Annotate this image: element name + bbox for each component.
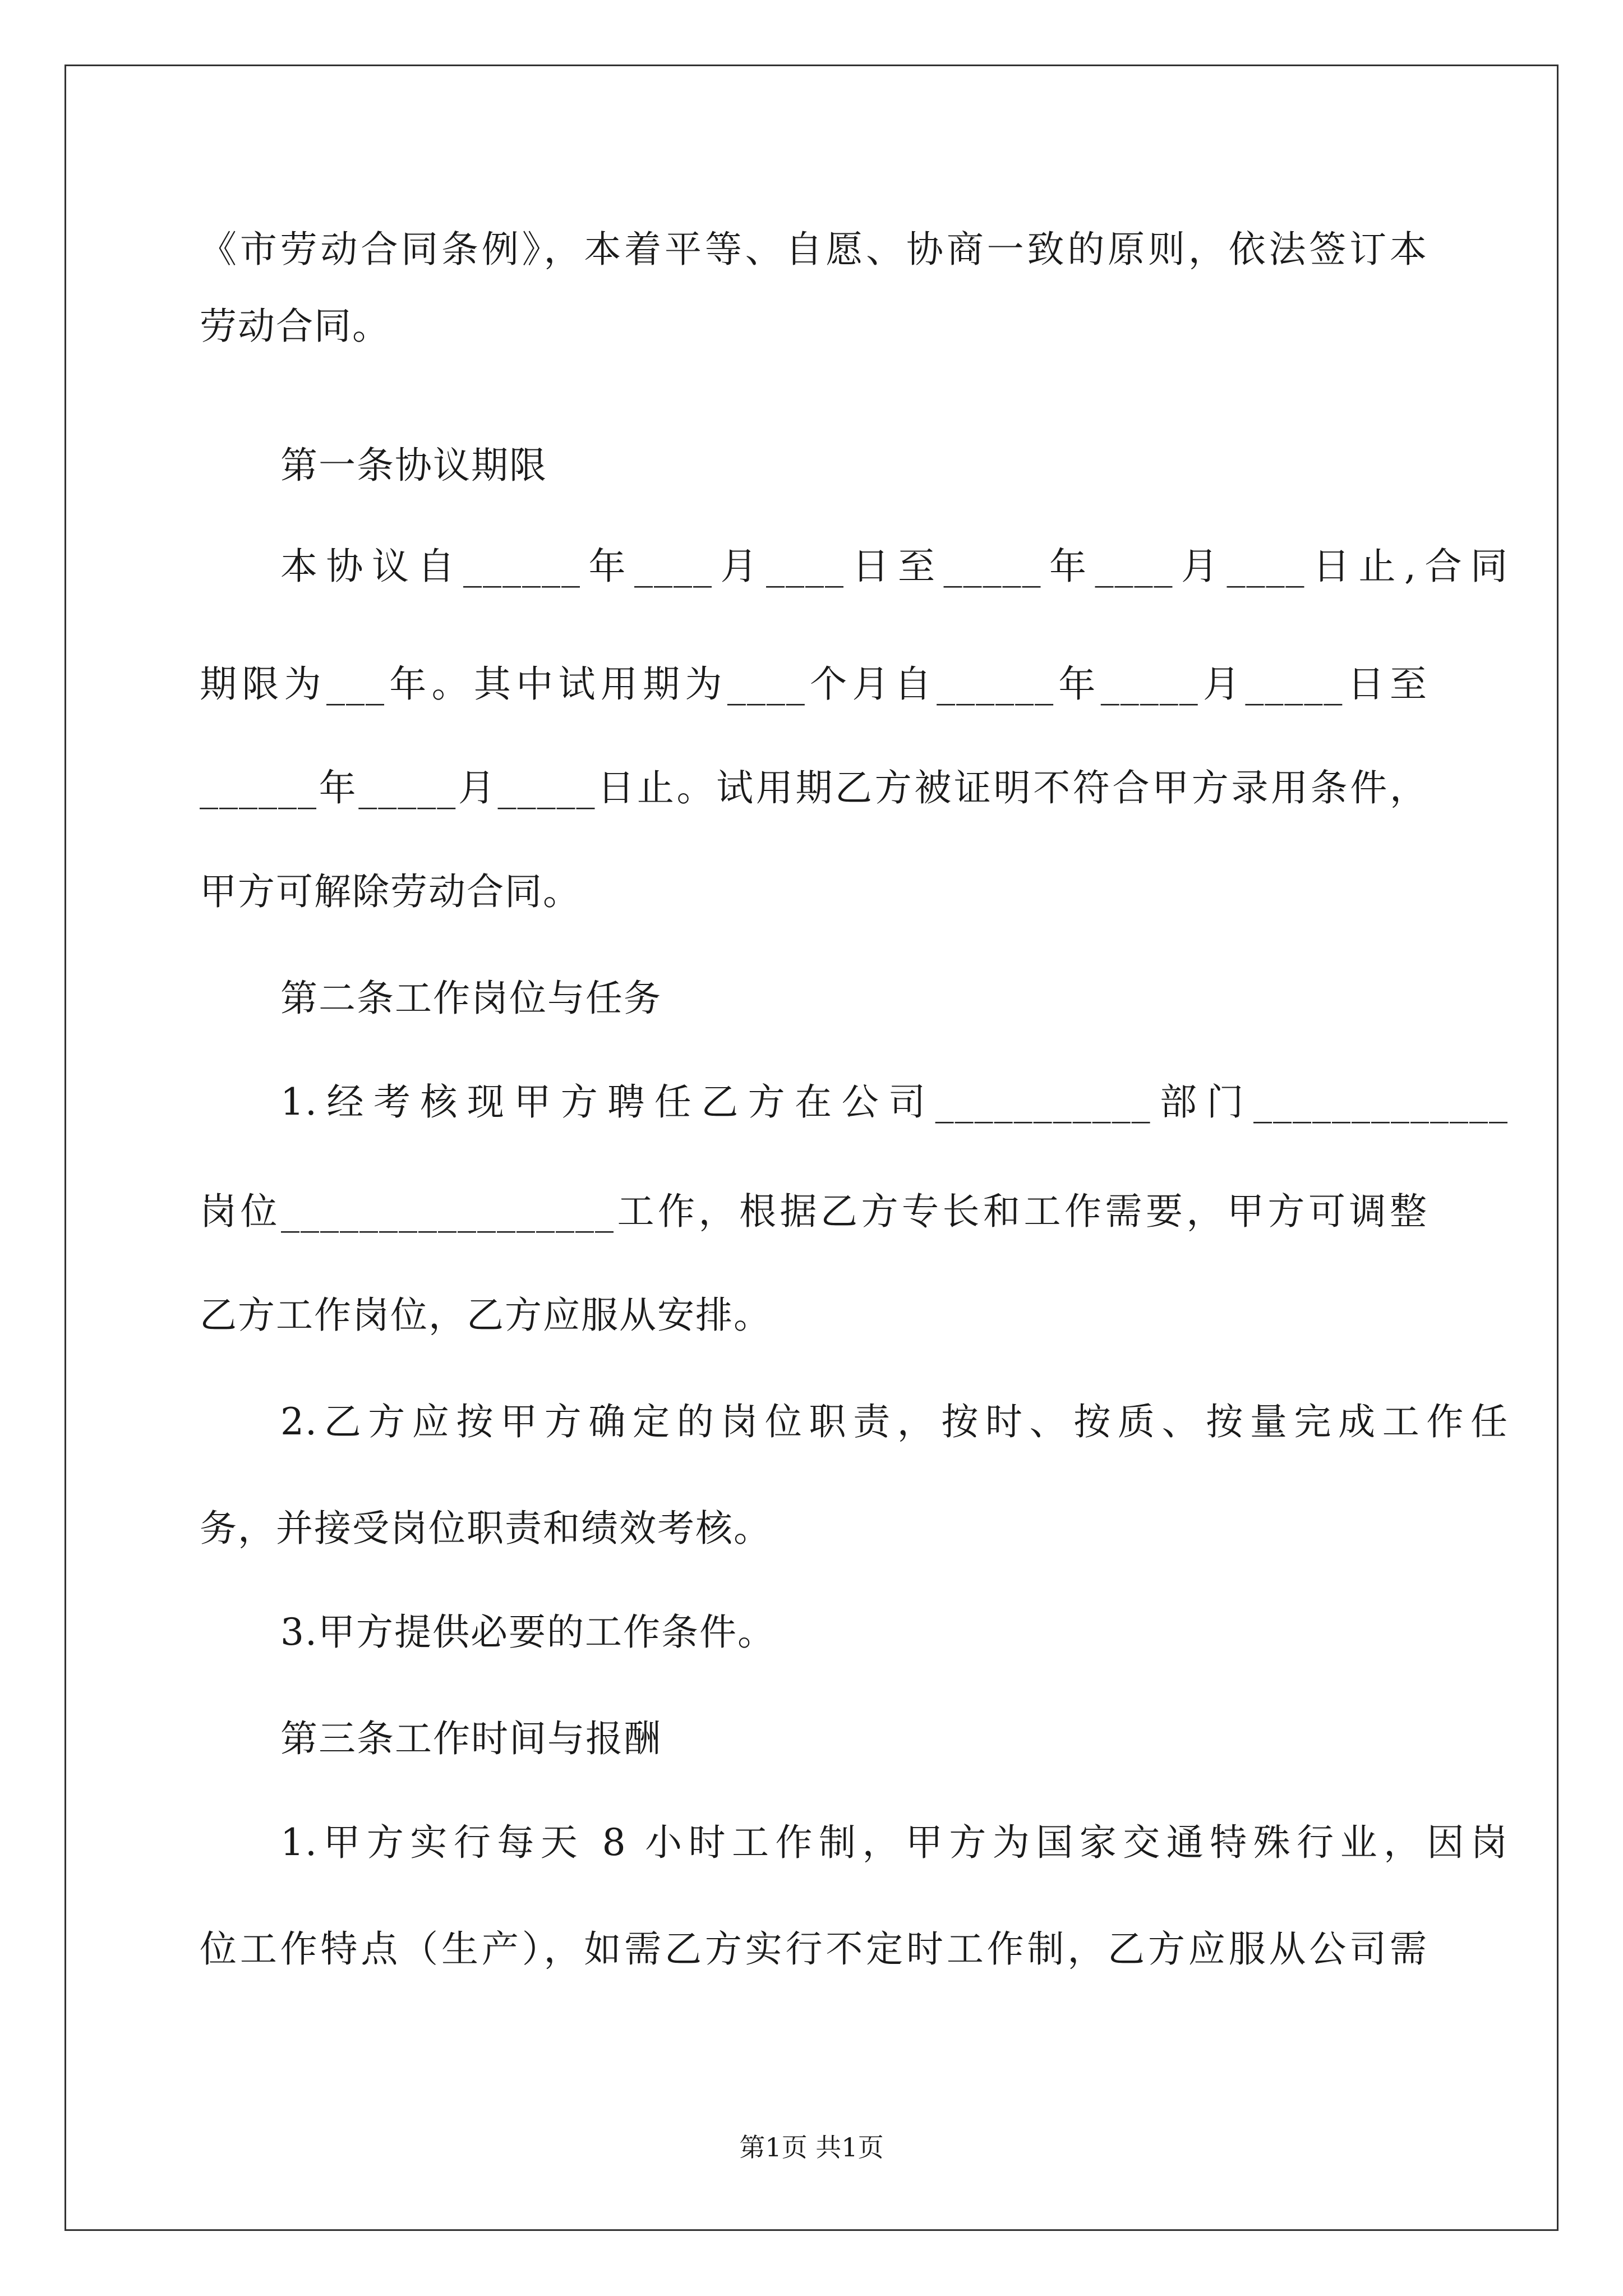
text-line: 1.甲方实行每天 8 小时工作制，甲方为国家交通特殊行业，因岗 [280, 1821, 1509, 1864]
text-line: 2.乙方应按甲方确定的岗位职责，按时、按质、按量完成工作任 [280, 1400, 1509, 1443]
text-line: 劳动合同。 [200, 305, 390, 348]
text-line: 务，并接受岗位职责和绩效考核。 [200, 1507, 772, 1550]
text-line: ______年_____月_____日止。试用期乙方被证明不符合甲方录用条件， [200, 766, 1428, 809]
text-line: 甲方可解除劳动合同。 [200, 870, 581, 913]
section-heading: 第一条协议期限 [280, 444, 547, 487]
text-line: 期限为___年。其中试用期为____个月自______年_____月_____日至 [200, 662, 1428, 706]
text-line: 本协议自______年____月____日至_____年____月____日止,合同 [280, 545, 1509, 588]
text-line: 岗位_________________工作，根据乙方专长和工作需要，甲方可调整 [200, 1190, 1428, 1233]
page-border [64, 65, 1559, 2231]
text-line: 位工作特点（生产），如需乙方实行不定时工作制，乙方应服从公司需 [200, 1927, 1428, 1971]
section-heading: 第二条工作岗位与任务 [280, 977, 662, 1020]
text-line: 3.甲方提供必要的工作条件。 [280, 1611, 776, 1654]
text-line: 1.经考核现甲方聘任乙方在公司___________部门_____________ [280, 1080, 1509, 1124]
text-line: 乙方工作岗位，乙方应服从安排。 [200, 1294, 772, 1337]
page-footer: 第1页 共1页 [739, 2132, 884, 2162]
text-line: 《市劳动合同条例》，本着平等、自愿、协商一致的原则，依法签订本 [200, 228, 1428, 271]
section-heading: 第三条工作时间与报酬 [280, 1717, 662, 1760]
